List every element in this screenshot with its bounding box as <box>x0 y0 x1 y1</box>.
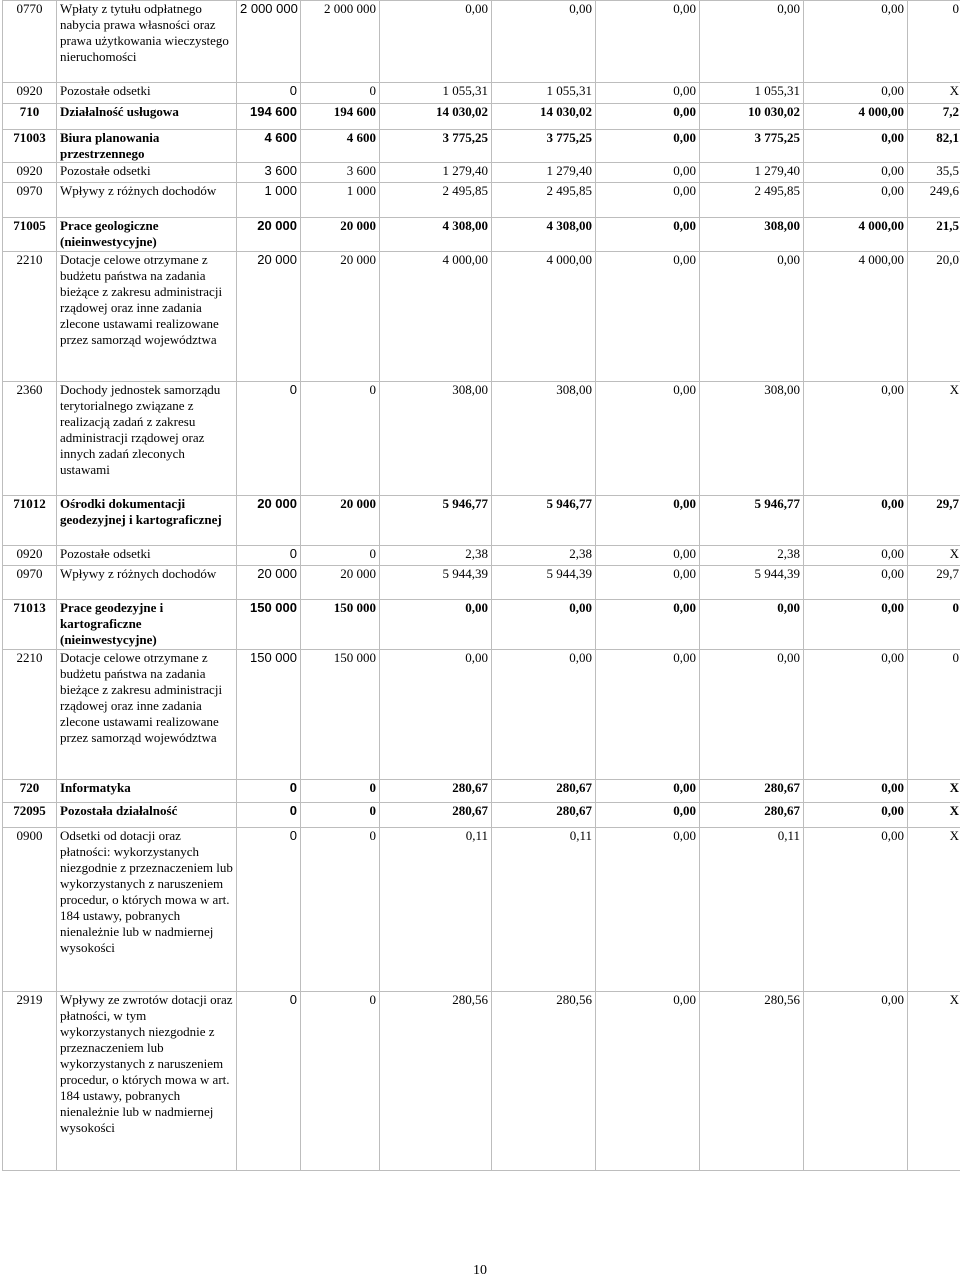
value-income-received: 280,67 <box>700 780 804 803</box>
value-arrears: 0,00 <box>804 546 908 566</box>
classification-code: 72095 <box>3 803 57 828</box>
classification-code: 71012 <box>3 496 57 546</box>
value-receivables: 308,00 <box>380 382 492 496</box>
item-description: Informatyka <box>57 780 237 803</box>
classification-code: 710 <box>3 104 57 130</box>
item-description: Biura planowania przestrzennego <box>57 130 237 163</box>
value-plan-after-changes: 20 000 <box>301 496 380 546</box>
value-plan-after-changes: 194 600 <box>301 104 380 130</box>
value-outstanding-receivables: 0,00 <box>596 130 700 163</box>
value-outstanding-receivables: 0,00 <box>596 803 700 828</box>
classification-code: 0970 <box>3 566 57 600</box>
classification-code: 720 <box>3 780 57 803</box>
value-outstanding-receivables: 0,00 <box>596 1 700 83</box>
table-row <box>3 566 960 600</box>
classification-code: 0970 <box>3 183 57 218</box>
table-row <box>3 546 960 566</box>
value-outstanding-receivables: 0,00 <box>596 780 700 803</box>
classification-code: 2360 <box>3 382 57 496</box>
value-income-received: 0,00 <box>700 252 804 382</box>
value-execution-percent: X <box>908 828 960 992</box>
value-plan-initial: 2 000 000 <box>237 1 301 83</box>
value-receivables: 2,38 <box>380 546 492 566</box>
value-plan-initial: 150 000 <box>237 650 301 780</box>
classification-code: 2210 <box>3 252 57 382</box>
table-row <box>3 650 960 780</box>
value-receivables: 280,67 <box>380 803 492 828</box>
value-plan-initial: 0 <box>237 780 301 803</box>
value-plan-after-changes: 4 600 <box>301 130 380 163</box>
value-arrears: 4 000,00 <box>804 218 908 252</box>
value-outstanding-receivables: 0,00 <box>596 566 700 600</box>
value-outstanding-receivables: 0,00 <box>596 382 700 496</box>
value-arrears: 0,00 <box>804 130 908 163</box>
value-receivables: 4 000,00 <box>380 252 492 382</box>
value-execution-percent: X <box>908 546 960 566</box>
value-execution-percent: 0 <box>908 1 960 83</box>
value-arrears: 0,00 <box>804 780 908 803</box>
value-plan-initial: 0 <box>237 546 301 566</box>
value-plan-initial: 0 <box>237 803 301 828</box>
classification-code: 71013 <box>3 600 57 650</box>
item-description: Prace geodezyjne i kartograficzne (nieinwestycyjne) <box>57 600 237 650</box>
value-arrears: 0,00 <box>804 992 908 1171</box>
value-income-executed: 5 944,39 <box>492 566 596 600</box>
value-arrears: 0,00 <box>804 600 908 650</box>
value-execution-percent: X <box>908 382 960 496</box>
table-row <box>3 163 960 183</box>
value-income-received: 10 030,02 <box>700 104 804 130</box>
value-plan-initial: 0 <box>237 828 301 992</box>
value-arrears: 0,00 <box>804 163 908 183</box>
value-outstanding-receivables: 0,00 <box>596 163 700 183</box>
value-execution-percent: 0 <box>908 600 960 650</box>
table-row <box>3 1 960 83</box>
item-description: Dotacje celowe otrzymane z budżetu państwa na zadania bieżące z zakresu administracji rządowej oraz inne zadania zlecone ustawami realizowane przez samorząd województwa <box>57 650 237 780</box>
item-description: Prace geologiczne (nieinwestycyjne) <box>57 218 237 252</box>
value-income-received: 0,00 <box>700 1 804 83</box>
value-income-executed: 280,67 <box>492 803 596 828</box>
value-outstanding-receivables: 0,00 <box>596 252 700 382</box>
table-row <box>3 780 960 803</box>
value-plan-after-changes: 150 000 <box>301 650 380 780</box>
value-income-executed: 0,00 <box>492 600 596 650</box>
value-income-received: 1 279,40 <box>700 163 804 183</box>
classification-code: 71003 <box>3 130 57 163</box>
value-receivables: 0,00 <box>380 650 492 780</box>
table-row <box>3 104 960 130</box>
value-income-executed: 1 055,31 <box>492 83 596 104</box>
value-plan-initial: 1 000 <box>237 183 301 218</box>
table-row <box>3 828 960 992</box>
value-income-executed: 308,00 <box>492 382 596 496</box>
value-arrears: 0,00 <box>804 496 908 546</box>
value-arrears: 0,00 <box>804 183 908 218</box>
value-plan-after-changes: 1 000 <box>301 183 380 218</box>
value-execution-percent: 29,7 <box>908 496 960 546</box>
item-description: Działalność usługowa <box>57 104 237 130</box>
value-income-received: 5 944,39 <box>700 566 804 600</box>
classification-code: 0920 <box>3 163 57 183</box>
item-description: Pozostała działalność <box>57 803 237 828</box>
value-plan-after-changes: 2 000 000 <box>301 1 380 83</box>
item-description: Wpływy z różnych dochodów <box>57 566 237 600</box>
value-receivables: 5 946,77 <box>380 496 492 546</box>
value-arrears: 4 000,00 <box>804 252 908 382</box>
classification-code: 0920 <box>3 546 57 566</box>
value-receivables: 2 495,85 <box>380 183 492 218</box>
budget-table <box>2 0 960 1171</box>
classification-code: 2919 <box>3 992 57 1171</box>
value-execution-percent: 20,0 <box>908 252 960 382</box>
value-plan-after-changes: 0 <box>301 828 380 992</box>
value-plan-after-changes: 0 <box>301 546 380 566</box>
item-description: Pozostałe odsetki <box>57 163 237 183</box>
item-description: Wpływy z różnych dochodów <box>57 183 237 218</box>
value-income-received: 308,00 <box>700 382 804 496</box>
value-income-executed: 0,00 <box>492 1 596 83</box>
table-row <box>3 803 960 828</box>
table-row <box>3 382 960 496</box>
value-arrears: 0,00 <box>804 566 908 600</box>
value-receivables: 14 030,02 <box>380 104 492 130</box>
value-outstanding-receivables: 0,00 <box>596 496 700 546</box>
table-row <box>3 83 960 104</box>
table-row <box>3 183 960 218</box>
value-outstanding-receivables: 0,00 <box>596 218 700 252</box>
value-receivables: 3 775,25 <box>380 130 492 163</box>
value-receivables: 0,00 <box>380 600 492 650</box>
page-number: 10 <box>473 1263 487 1278</box>
table-row <box>3 218 960 252</box>
value-plan-after-changes: 0 <box>301 992 380 1171</box>
value-income-received: 5 946,77 <box>700 496 804 546</box>
value-income-executed: 0,11 <box>492 828 596 992</box>
value-income-executed: 2 495,85 <box>492 183 596 218</box>
value-arrears: 0,00 <box>804 803 908 828</box>
value-income-executed: 3 775,25 <box>492 130 596 163</box>
value-plan-after-changes: 0 <box>301 803 380 828</box>
value-plan-after-changes: 20 000 <box>301 218 380 252</box>
value-plan-after-changes: 150 000 <box>301 600 380 650</box>
value-execution-percent: X <box>908 83 960 104</box>
item-description: Dochody jednostek samorządu terytorialnego związane z realizacją zadań z zakresu administracji rządowej oraz innych zadań zleconych ustawami <box>57 382 237 496</box>
classification-code: 71005 <box>3 218 57 252</box>
value-plan-after-changes: 3 600 <box>301 163 380 183</box>
value-income-executed: 1 279,40 <box>492 163 596 183</box>
value-outstanding-receivables: 0,00 <box>596 546 700 566</box>
value-plan-initial: 194 600 <box>237 104 301 130</box>
value-plan-after-changes: 0 <box>301 780 380 803</box>
value-execution-percent: 0 <box>908 650 960 780</box>
value-plan-after-changes: 20 000 <box>301 566 380 600</box>
value-receivables: 1 055,31 <box>380 83 492 104</box>
value-income-received: 2 495,85 <box>700 183 804 218</box>
value-execution-percent: 249,6 <box>908 183 960 218</box>
table-row <box>3 496 960 546</box>
value-outstanding-receivables: 0,00 <box>596 104 700 130</box>
item-description: Wpływy ze zwrotów dotacji oraz płatności, w tym wykorzystanych niezgodnie z przeznaczeniem lub wykorzystanych z naruszeniem procedur, o których mowa w art. 184 ustawy, pobranych nienależnie lub w nadmiernej wysokości <box>57 992 237 1171</box>
value-income-received: 2,38 <box>700 546 804 566</box>
value-arrears: 0,00 <box>804 828 908 992</box>
value-execution-percent: 35,5 <box>908 163 960 183</box>
value-receivables: 4 308,00 <box>380 218 492 252</box>
value-receivables: 280,56 <box>380 992 492 1171</box>
table-row <box>3 992 960 1171</box>
value-income-executed: 280,67 <box>492 780 596 803</box>
value-plan-initial: 20 000 <box>237 252 301 382</box>
table-row <box>3 600 960 650</box>
table-row <box>3 252 960 382</box>
classification-code: 2210 <box>3 650 57 780</box>
value-income-executed: 5 946,77 <box>492 496 596 546</box>
value-income-received: 0,00 <box>700 650 804 780</box>
item-description: Pozostałe odsetki <box>57 546 237 566</box>
value-arrears: 0,00 <box>804 1 908 83</box>
item-description: Pozostałe odsetki <box>57 83 237 104</box>
value-outstanding-receivables: 0,00 <box>596 600 700 650</box>
value-income-received: 1 055,31 <box>700 83 804 104</box>
item-description: Ośrodki dokumentacji geodezyjnej i kartograficznej <box>57 496 237 546</box>
value-outstanding-receivables: 0,00 <box>596 183 700 218</box>
value-execution-percent: 21,5 <box>908 218 960 252</box>
value-income-received: 3 775,25 <box>700 130 804 163</box>
value-execution-percent: 7,2 <box>908 104 960 130</box>
value-arrears: 0,00 <box>804 650 908 780</box>
value-plan-after-changes: 0 <box>301 83 380 104</box>
value-receivables: 0,11 <box>380 828 492 992</box>
value-plan-initial: 20 000 <box>237 218 301 252</box>
value-income-received: 0,11 <box>700 828 804 992</box>
value-execution-percent: 29,7 <box>908 566 960 600</box>
value-income-executed: 14 030,02 <box>492 104 596 130</box>
value-income-executed: 2,38 <box>492 546 596 566</box>
value-plan-after-changes: 20 000 <box>301 252 380 382</box>
value-plan-initial: 0 <box>237 992 301 1171</box>
item-description: Odsetki od dotacji oraz płatności: wykorzystanych niezgodnie z przeznaczeniem lub wykorzystanych z naruszeniem procedur, o których mowa w art. 184 ustawy, pobranych nienależnie lub w nadmiernej wysokości <box>57 828 237 992</box>
value-plan-initial: 150 000 <box>237 600 301 650</box>
value-income-received: 280,67 <box>700 803 804 828</box>
value-income-executed: 0,00 <box>492 650 596 780</box>
value-income-executed: 280,56 <box>492 992 596 1171</box>
value-plan-initial: 0 <box>237 382 301 496</box>
classification-code: 0920 <box>3 83 57 104</box>
value-arrears: 0,00 <box>804 382 908 496</box>
value-receivables: 280,67 <box>380 780 492 803</box>
value-outstanding-receivables: 0,00 <box>596 83 700 104</box>
value-execution-percent: 82,1 <box>908 130 960 163</box>
value-outstanding-receivables: 0,00 <box>596 992 700 1171</box>
value-receivables: 5 944,39 <box>380 566 492 600</box>
item-description: Wpłaty z tytułu odpłatnego nabycia prawa własności oraz prawa użytkowania wieczystego nieruchomości <box>57 1 237 83</box>
value-income-executed: 4 308,00 <box>492 218 596 252</box>
classification-code: 0900 <box>3 828 57 992</box>
value-execution-percent: X <box>908 992 960 1171</box>
value-income-executed: 4 000,00 <box>492 252 596 382</box>
value-receivables: 1 279,40 <box>380 163 492 183</box>
value-plan-initial: 0 <box>237 83 301 104</box>
value-plan-initial: 3 600 <box>237 163 301 183</box>
value-execution-percent: X <box>908 780 960 803</box>
value-plan-initial: 20 000 <box>237 566 301 600</box>
classification-code: 0770 <box>3 1 57 83</box>
item-description: Dotacje celowe otrzymane z budżetu państwa na zadania bieżące z zakresu administracji rządowej oraz inne zadania zlecone ustawami realizowane przez samorząd województwa <box>57 252 237 382</box>
value-income-received: 308,00 <box>700 218 804 252</box>
value-arrears: 0,00 <box>804 83 908 104</box>
table-row <box>3 130 960 163</box>
value-arrears: 4 000,00 <box>804 104 908 130</box>
value-income-received: 0,00 <box>700 600 804 650</box>
value-outstanding-receivables: 0,00 <box>596 828 700 992</box>
value-plan-initial: 20 000 <box>237 496 301 546</box>
value-execution-percent: X <box>908 803 960 828</box>
value-outstanding-receivables: 0,00 <box>596 650 700 780</box>
value-income-received: 280,56 <box>700 992 804 1171</box>
value-plan-initial: 4 600 <box>237 130 301 163</box>
value-receivables: 0,00 <box>380 1 492 83</box>
value-plan-after-changes: 0 <box>301 382 380 496</box>
